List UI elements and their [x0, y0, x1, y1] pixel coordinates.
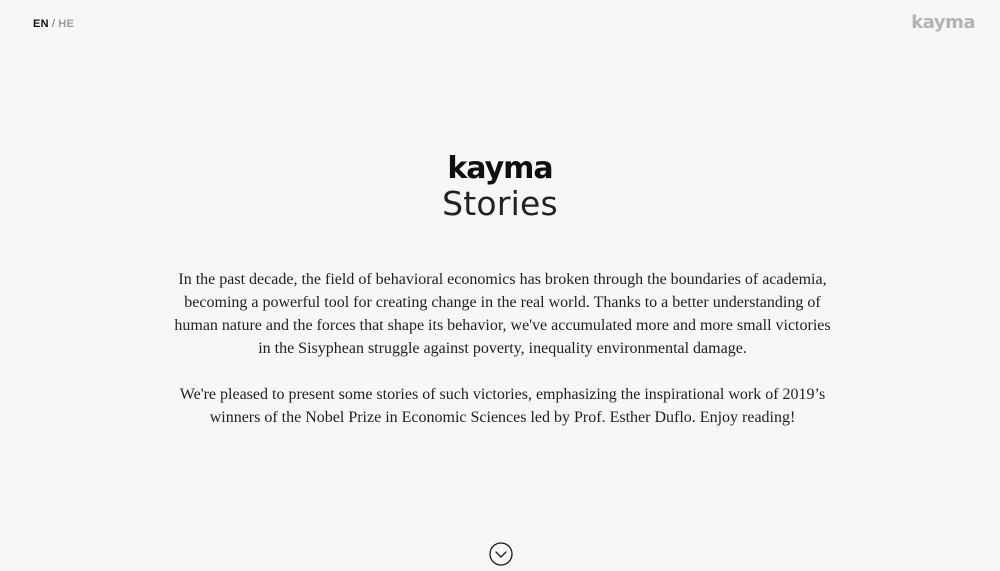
hero-logo: kayma	[447, 151, 553, 186]
header-logo[interactable]: kayma	[911, 12, 975, 33]
intro-paragraph-1: In the past decade, the field of behavioral economics has broken through the boundaries of academia, becoming a powerful tool for creating change in the real world. Thanks to a better understanding of human nature and the forces that shape its behavior, we've accumulated more and more small victories in the Sisyphean struggle against poverty, inequality environmental damage.	[174, 271, 831, 357]
language-switch	[33, 18, 74, 30]
language-separator: /	[51, 18, 56, 30]
page-title: Stories	[442, 184, 558, 223]
intro-text	[170, 268, 835, 452]
intro-paragraph-2: We're pleased to present some stories of such victories, emphasizing the inspirational work of 2019’s winners of the Nobel Prize in Economic Sciences led by Prof. Esther Duflo. Enjoy reading!	[179, 386, 826, 426]
scroll-down-button[interactable]	[489, 542, 513, 566]
hero	[0, 150, 1000, 222]
chevron-down-circle-icon	[489, 542, 513, 566]
language-en-link[interactable]: EN	[33, 18, 49, 30]
language-he-link[interactable]: HE	[58, 18, 75, 30]
